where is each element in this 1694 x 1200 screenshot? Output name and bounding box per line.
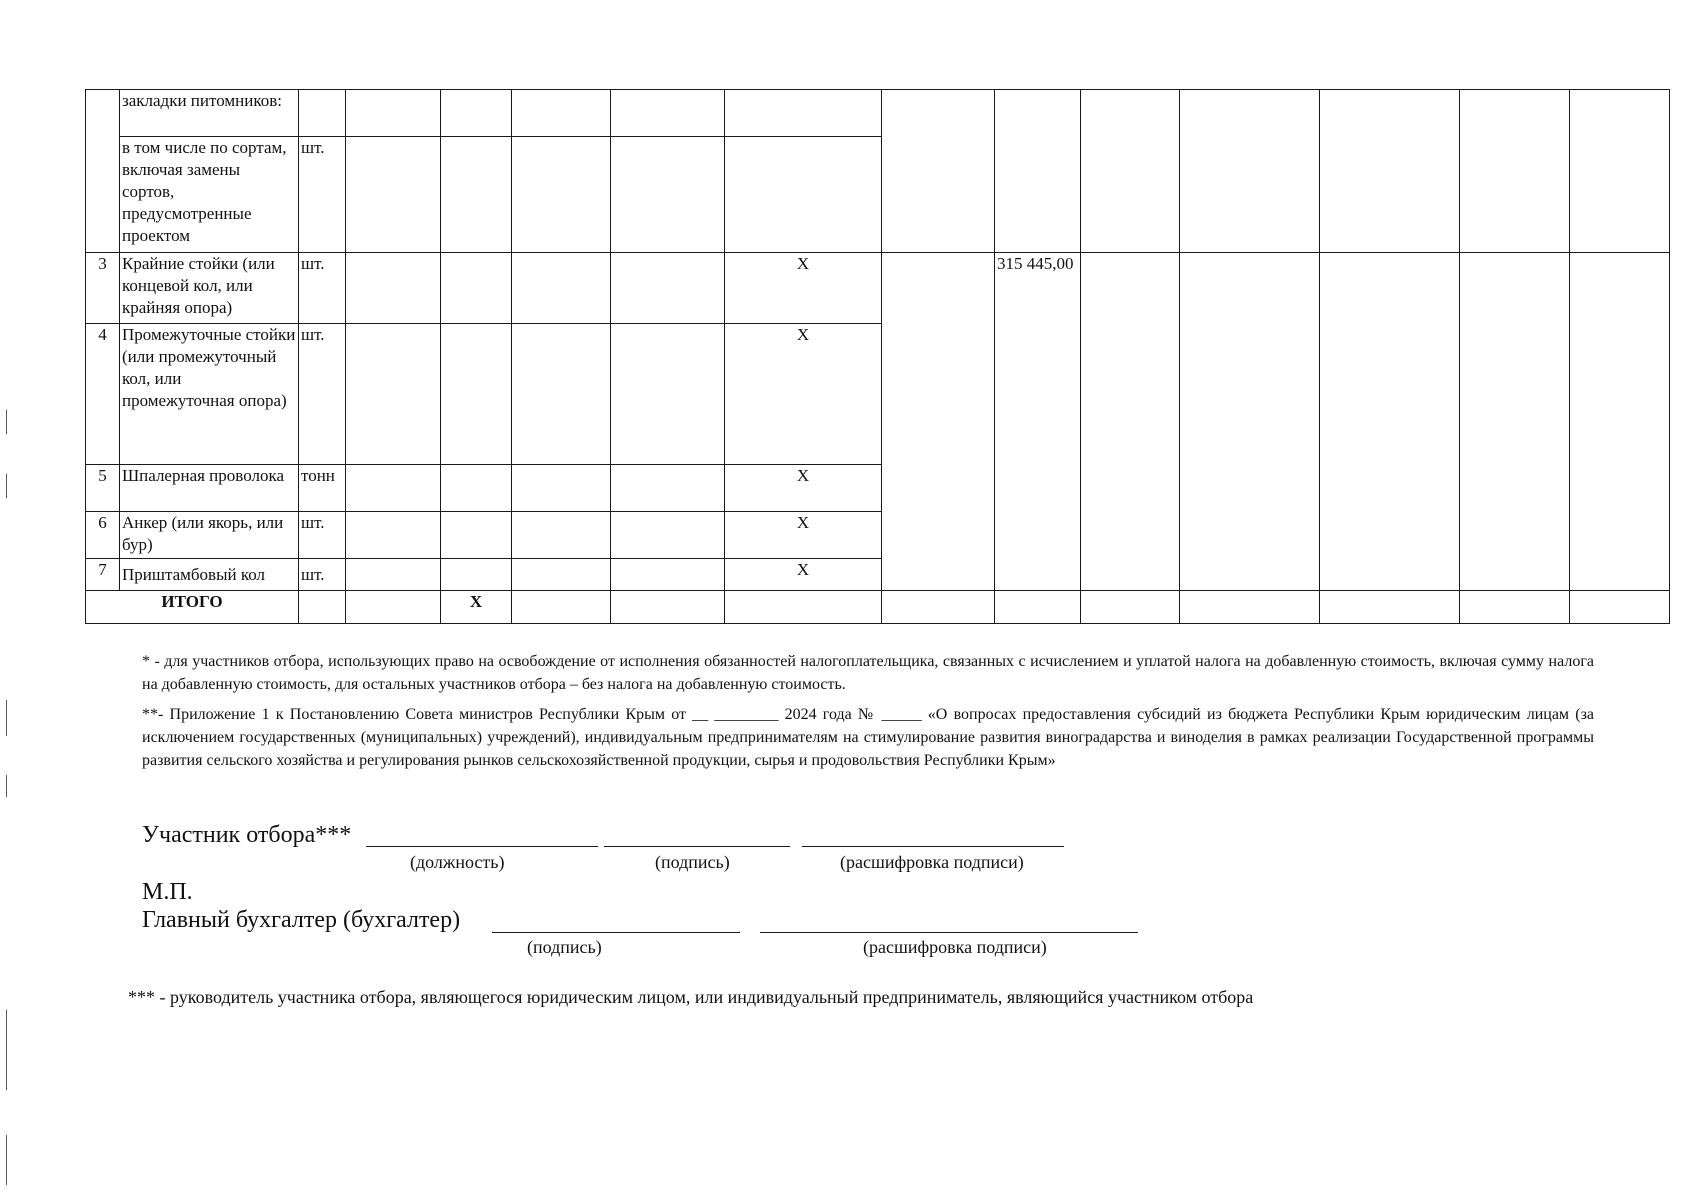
scan-mark (6, 1135, 7, 1185)
row-mark: X (725, 324, 882, 465)
accountant-signature-caption: (подпись) (527, 937, 602, 957)
row-number (86, 90, 120, 253)
scan-mark (6, 474, 7, 498)
scan-mark (6, 700, 7, 736)
row-number: 7 (86, 559, 120, 591)
budget-table (85, 89, 1670, 624)
row-name: Шпалерная проволока (120, 465, 299, 512)
row-mark (882, 90, 995, 253)
position-caption: (должность) (410, 852, 505, 872)
total-row (86, 591, 1670, 624)
signature-caption: (подпись) (655, 852, 730, 872)
stamp-mark: М.П. (142, 879, 193, 905)
row-unit: шт. (299, 137, 346, 253)
signature-line (604, 846, 790, 847)
participant-label: Участник отбора*** (142, 822, 352, 848)
row-unit: шт. (299, 512, 346, 559)
accountant-signature-line (492, 932, 740, 933)
appendix-note: **- Приложение 1 к Постановлению Совета министров Республики Крым от __ ________ 2024 года № _____ «О вопросах предоставления субсидий из бюджета Республики Крым юридическим лицам (за исключением государственных (муниципальных) учреждений), индивидуальным предпринимателям на стимулирование развития виноградарства и виноделия в рамках реализации Государственной программы развития сельского хозяйства и регулирования рынков сельскохозяйственной продукции, сырья и продовольствия Республики Крым» (142, 706, 1594, 769)
row-number: 3 (86, 253, 120, 324)
accountant-decode-caption: (расшифровка подписи) (863, 937, 1047, 957)
row-name: закладки питомников: (120, 90, 299, 137)
row-unit: тонн (299, 465, 346, 512)
decode-caption: (расшифровка подписи) (840, 852, 1024, 872)
position-line (366, 846, 598, 847)
accountant-label: Главный бухгалтер (бухгалтер) (142, 907, 461, 933)
row-number: 6 (86, 512, 120, 559)
table-row (86, 253, 1670, 324)
row-mark: X (725, 512, 882, 559)
scan-mark (6, 775, 7, 797)
row-name: в том числе по сортам, включая замены сортов, предусмотренные проектом (120, 137, 299, 253)
vat-note: * - для участников отбора, использующих право на освобождение от исполнения обязанностей налогоплательщика, связанных с исчислением и уплатой налога на добавленную стоимость, включая сумму налога на добавленную стоимость, для остальных участников отбора – без налога на добавленную стоимость. (142, 653, 1594, 693)
row-name: Приштамбовый кол (120, 559, 299, 591)
amount-cell: 315 445,00 (995, 253, 1081, 591)
total-mark: X (441, 591, 512, 624)
row-unit: шт. (299, 324, 346, 465)
row-unit (299, 90, 346, 137)
scan-mark (6, 1010, 7, 1090)
decode-line (802, 846, 1064, 847)
row-unit: шт. (299, 559, 346, 591)
row-unit: шт. (299, 253, 346, 324)
row-number: 5 (86, 465, 120, 512)
row-name: Промежуточные стойки (или промежуточный кол, или промежуточная опора) (120, 324, 299, 465)
table-row (86, 90, 1670, 137)
row-name: Крайние стойки (или концевой кол, или крайняя опора) (120, 253, 299, 324)
accountant-decode-line (760, 932, 1138, 933)
scan-mark (6, 410, 7, 434)
row-mark: X (725, 559, 882, 591)
total-label: ИТОГО (86, 591, 299, 624)
row-mark: X (725, 253, 882, 324)
row-name: Анкер (или якорь, или бур) (120, 512, 299, 559)
footnote: *** - руководитель участника отбора, являющегося юридическим лицом, или индивидуальный предприниматель, являющийся участником отбора (128, 987, 1254, 1007)
row-mark: X (725, 465, 882, 512)
row-number: 4 (86, 324, 120, 465)
